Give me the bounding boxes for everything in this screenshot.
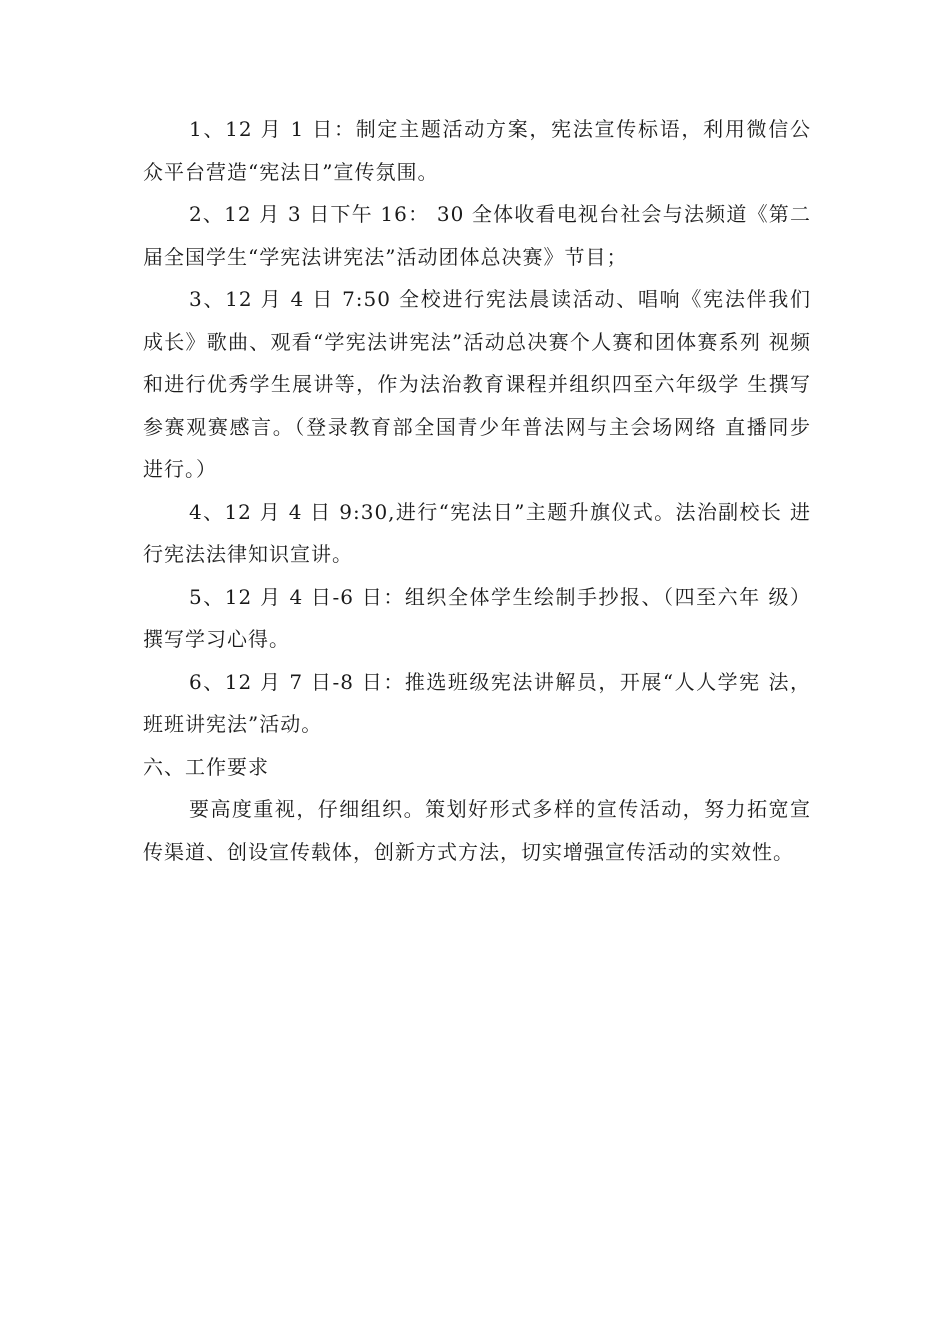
schedule-item-1: 1、12 月 1 日：制定主题活动方案，宪法宣传标语，利用微信公众平台营造“宪法日”宣传氛围。 — [143, 117, 811, 184]
schedule-item-3: 3、12 月 4 日 7:50 全校进行宪法晨读活动、唱响《宪法伴我们 成长》歌曲、观看“学宪法讲宪法”活动总决赛个人赛和团体赛系列 视频和进行优秀学生展讲等，作为法治教育课程并组织四至六年级学 生撰写参赛观赛感言。（登录教育部全国青少年普法网与主会场网络 直播同步进行。） — [143, 287, 811, 481]
section-heading: 六、工作要求 — [143, 754, 269, 779]
schedule-item-6: 6、12 月 7 日-8 日：推选班级宪法讲解员，开展“人人学宪 法，班班讲宪法”活动。 — [143, 669, 811, 736]
schedule-item-5: 5、12 月 4 日-6 日：组织全体学生绘制手抄报、（四至六年 级）撰写学习心得。 — [143, 584, 811, 651]
document-body — [143, 108, 811, 873]
schedule-item-4: 4、12 月 4 日 9:30,进行“宪法日”主题升旗仪式。法治副校长 进行宪法法律知识宣讲。 — [143, 499, 811, 566]
requirement-paragraph: 要高度重视，仔细组织。策划好形式多样的宣传活动，努力拓宽宣传渠道、创设宣传载体，创新方式方法，切实增强宣传活动的实效性。 — [143, 797, 811, 864]
schedule-item-2: 2、12 月 3 日下午 16： 30 全体收看电视台社会与法频道《第二届全国学生“学宪法讲宪法”活动团体总决赛》节目； — [143, 202, 811, 269]
